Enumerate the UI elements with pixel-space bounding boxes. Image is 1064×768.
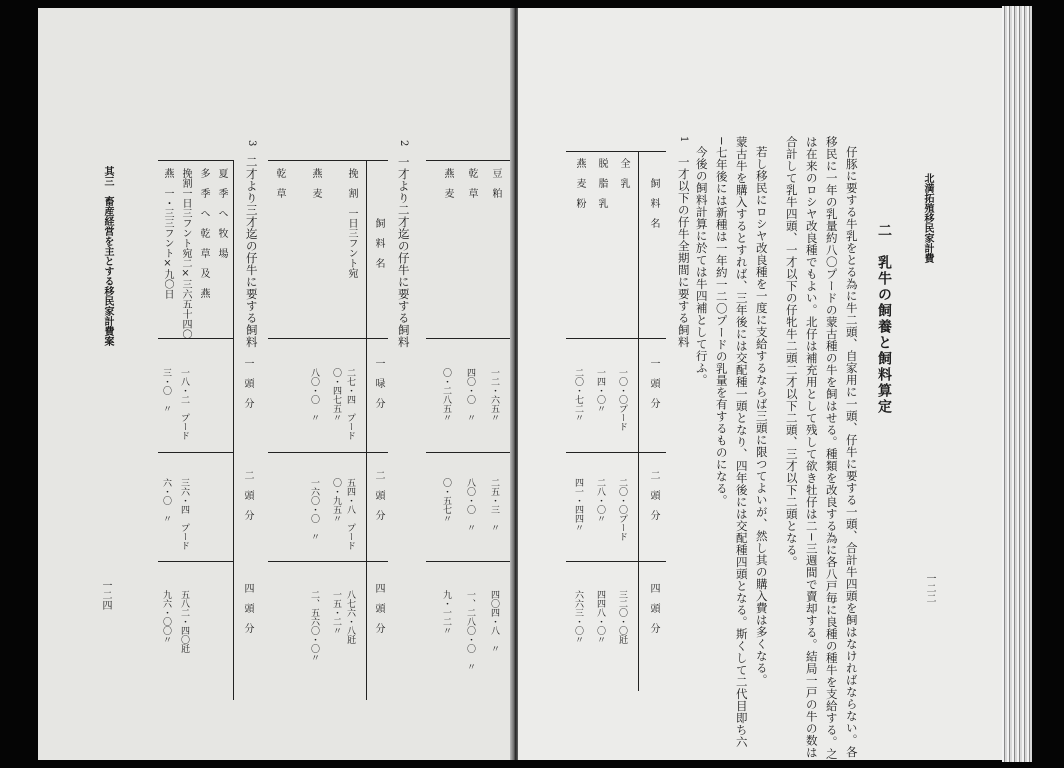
s1-r3-v2: 四一・四四〃 — [573, 478, 583, 532]
s2-r1-v4: 八七六・八瓩 — [345, 590, 355, 644]
s1-row-3: 燕 麦 粉 — [574, 158, 585, 208]
s1-r2-v2: 二八・〇〃 — [595, 478, 605, 523]
paragraph-1: 仔豚に要する牛乳をとる為に牛二頭、自家用に一頭、仔牛に要する一頭、合計牛四頭を飼はなければならない。各 — [844, 146, 859, 758]
s3-r4-v1: 三・〇 〃 — [161, 368, 171, 413]
s1-r1-v4: 三二〇・〇瓩 — [617, 590, 627, 644]
s1-r1-v1: 一〇・〇プード — [617, 368, 627, 431]
s2-row-1: 挽 割 一日三フント宛 — [346, 168, 357, 278]
s3-r3-v4: 五八二・四〇瓩 — [179, 590, 189, 653]
s1-r3-v1: 二〇・七二〃 — [573, 368, 583, 422]
left-footer-caption: 其三 畜産経営を主とする移民家計費案 — [102, 166, 113, 346]
s1-r1-v2: 二〇・〇プード — [617, 478, 627, 541]
s3-col-2m: 二 頭 分 — [242, 470, 253, 520]
s1-row-1: 全 乳 — [618, 158, 629, 188]
s2-col-1m: 一 㖨 分 — [373, 358, 384, 408]
section2-heading: 一才より二才迄の仔牛に要する飼料 — [396, 156, 411, 348]
s1-r3-v4: 六六三・〇〃 — [573, 590, 583, 644]
s3-col-4m: 四 頭 分 — [242, 583, 253, 633]
right-page-number: 一二二 — [924, 573, 935, 603]
s2-r2-v2: 〇・九五〃 — [331, 478, 341, 523]
paragraph-6: 蒙古牛を購入するとすれば、三年後には交配種一頭となり、四年後には交配種四頭となる。斯くして二代目即ち六 — [734, 136, 749, 748]
s1t-r3-v2: 〇・五七〃 — [441, 478, 451, 523]
s2-col-2m: 二 頭 分 — [373, 470, 384, 520]
s3-r4-v2: 六・〇 〃 — [161, 478, 171, 523]
subsection1-heading: 一才以下の仔牛全期間に要する飼料 — [676, 156, 691, 348]
s3-col-1m: 一 頭 分 — [242, 358, 253, 408]
s1t-r2-v2: 八〇・〇 〃 — [465, 478, 475, 532]
s3-r3-v1: 一八・二 プード — [179, 368, 189, 440]
s1-col-1m: 一 頭 分 — [648, 358, 659, 408]
s3-row-3: 挽割一日三フント宛二×三六五十四〇 — [180, 168, 191, 339]
page-edges — [1002, 6, 1032, 762]
s2-r3-v4: 二、五六〇・〇〃 — [309, 590, 319, 662]
paragraph-2: 移民に一年の乳量約八〇プードの蒙古種の牛を飼はせる。種類を改良する為に各八戸毎に良種の種牛を支給する。之 — [824, 136, 839, 760]
s1-r2-v4: 四四八・〇〃 — [595, 590, 605, 644]
s1-row-2: 脱 脂 乳 — [596, 158, 607, 208]
s1-r2-v1: 一四・〇〃 — [595, 368, 605, 413]
s2-col-4m: 四 頭 分 — [373, 583, 384, 633]
section3-marker: 3 — [246, 140, 257, 147]
s1t-r1-v2: 二五・三 〃 — [489, 478, 499, 532]
s1t-row-3: 燕 麦 — [442, 168, 453, 198]
running-head: 北満拓殖移民家計費 — [922, 173, 933, 263]
section3-heading: 二才より三才迄の仔牛に要する飼料 — [244, 156, 259, 348]
s1t-r2-v4: 一、二八〇・〇 〃 — [465, 590, 475, 671]
paragraph-8: 今後の飼料計算に於ては牛四補として行ふ。 — [694, 146, 709, 386]
s2-r2-v1: 〇・四七五〃 — [331, 368, 341, 422]
s2-r3-v1: 八〇・〇 〃 — [309, 368, 319, 422]
s2-col-name: 飼 料 名 — [373, 218, 384, 268]
paragraph-5: 若し移民にロシヤ改良種を一度に支給するならば三頭に限つてよいが、然し其の購入費は多くなる。 — [754, 146, 769, 686]
paragraph-3: は在来のロシヤ改良種でもよい。北仔は補充用として残して欲き牡仔は二−三週間で賣却する。結局一戸の牛の数は — [804, 136, 819, 759]
s2-r1-v1: 二七・四 プード — [345, 368, 355, 440]
s1t-r1-v1: 一二・六五〃 — [489, 368, 499, 422]
subsection1-marker: 1 — [678, 136, 689, 143]
s1t-row-2: 乾 草 — [466, 168, 477, 198]
s2-row-3: 燕 麦 — [310, 168, 321, 198]
paragraph-7: −七年後には新種は一年約一二〇プードの乳量を有するものになる。 — [714, 136, 729, 507]
s3-row-4: 燕 一・三三フント×九〇日 — [162, 168, 173, 299]
s1t-r2-v1: 四〇・〇 〃 — [465, 368, 475, 422]
s1-col-name: 飼 料 名 — [648, 178, 659, 228]
s1t-r1-v4: 四〇四・八 〃 — [489, 590, 499, 653]
section-heading: 二 乳牛の飼養と飼料算定 — [876, 223, 892, 415]
s3-row-1: 夏 季 へ 牧 場 — [216, 168, 227, 258]
s3-r4-v4: 九六・〇〇〃 — [161, 590, 171, 644]
s2-r2-v4: 一五・二〃 — [331, 590, 341, 635]
section2-marker: 2 — [398, 140, 409, 147]
s1-col-2m: 二 頭 分 — [648, 470, 659, 520]
s2-r3-v2: 一六〇・〇 〃 — [309, 478, 319, 541]
s3-row-2: 多 季 へ 乾 草 及 燕 — [198, 168, 209, 298]
s1t-r3-v4: 九・一二〃 — [441, 590, 451, 635]
paragraph-4: 合計して乳牛四頭、一才以下の仔牝牛二頭二才以下二頭、三才以下二頭となる。 — [784, 136, 799, 568]
s1t-r3-v1: 〇・二八五〃 — [441, 368, 451, 422]
left-page-number: 一二四 — [100, 580, 111, 610]
left-page — [38, 8, 512, 760]
s1-col-4m: 四 頭 分 — [648, 583, 659, 633]
right-page — [518, 8, 1002, 760]
s3-r3-v2: 三六・四 プード — [179, 478, 189, 550]
s2-row-4: 乾 草 — [274, 168, 285, 198]
s2-r1-v2: 五四・八 プード — [345, 478, 355, 550]
s1t-row-1: 豆 粕 — [490, 168, 501, 198]
